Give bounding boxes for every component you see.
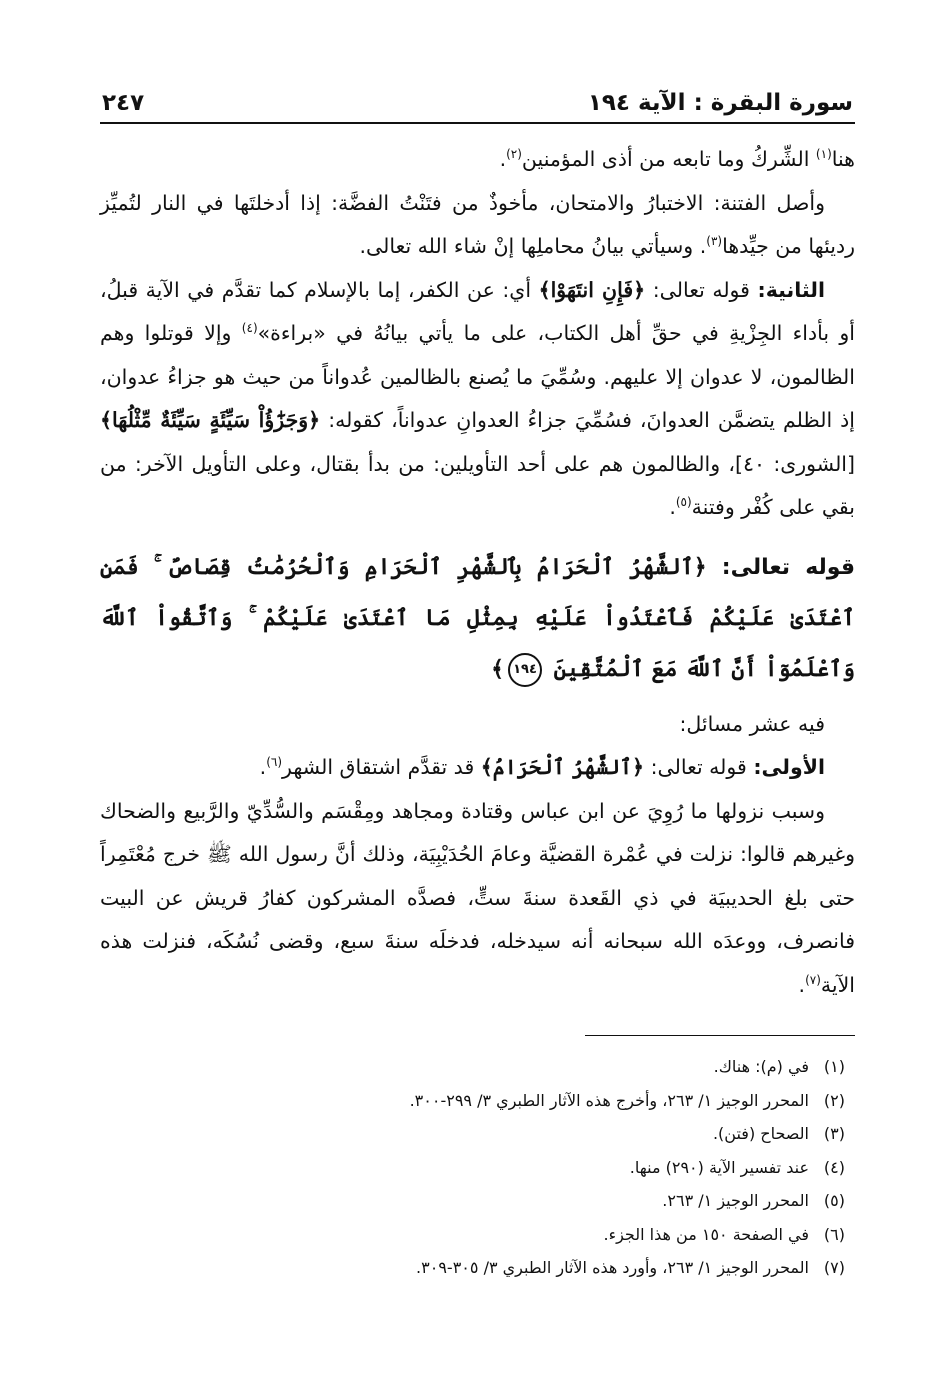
text-span: قوله تعالى: — [645, 277, 758, 302]
text-span: [الشورى: ٤٠]، والظالمون هم على أحد التأويلين: من بدأ بقتال، وعلى التأويل الآخر: من بقي على كُفْر وفتنة — [100, 451, 856, 519]
footnote-ref[interactable]: (٢) — [506, 147, 522, 162]
quran-quote: ﴿وَجَزَٰٓؤُاْ سَيِّئَةٍ سَيِّئَةٌ مِّثْلُهَا﴾ — [100, 408, 321, 432]
quran-quote: ﴿ٱلشَّهْرُ ٱلْحَرَامُ﴾ — [480, 755, 645, 779]
footnote-ref[interactable]: (٥) — [675, 495, 692, 510]
footnote — [100, 1084, 845, 1118]
footnote-ref[interactable]: (٤) — [241, 321, 258, 336]
footnotes — [100, 1050, 845, 1285]
issue-label: الأولى: — [753, 755, 825, 779]
footnote — [100, 1151, 845, 1185]
text-span: وإلا قوتلوا وهم الظالمون، لا عدوان إلا عليهم. وسُمِّيَ ما يُصنع بالظالمين عُدواناً من حيث هو جزاءُ عدوان، إذ الظلم يتضمَّن العدوانَ، فسُمِّيَ جزاءُ العدوانِ عدواناً، كقوله: — [100, 321, 856, 432]
paragraph — [100, 790, 855, 1008]
footnote-number: (٢) — [823, 1090, 845, 1110]
text-span: وأصل الفتنة: الاختبارُ والامتحان، مأخوذٌ من فتَنْتُ الفضَّة: إذا أدخلتَها في النار لتُميِّز رديئها من جيِّدها — [100, 190, 855, 258]
footnote-divider — [585, 1035, 855, 1036]
footnote-number: (٤) — [823, 1157, 845, 1177]
footnote-ref[interactable]: (٦) — [266, 755, 283, 770]
footnote-number: (١) — [823, 1057, 845, 1076]
text-span: وسبب نزولها ما رُوِيَ عن ابن عباس وقتادة ومجاهد ومِقْسَم والسُّدِّيّ والرَّبيع والضحاك وغيرهم قالوا: نزلت في عُمْرة القضيَّة وعامَ الحُدَيْبِيَة، وذلك أنَّ رسول الله ﷺ خرج مُعْتَمِراً حتى بلغ الحديبيَة في ذي القَعدة سنةَ ستٍّ، فصدَّه المشركون كفارُ قريش عن البيت فانصرف، ووعدَه الله سبحانه أنه سيدخله، فدخلَه سنةَ سبع، وقضى نُسُكَه، فنزلت هذه الآية — [100, 798, 855, 997]
footnote-number: (٥) — [823, 1191, 845, 1210]
surah-verse-title: سورة البقرة : الآية ١٩٤ — [587, 90, 853, 116]
paragraph — [100, 182, 855, 269]
footnote-number: (٦) — [823, 1224, 845, 1244]
footnote — [100, 1251, 845, 1285]
footnote-number: (٣) — [823, 1124, 845, 1143]
page-number: ٢٤٧ — [102, 90, 145, 116]
text-span: الشِّركُ وما تابعه من أذى المؤمنين — [521, 147, 816, 171]
verse-block — [100, 542, 855, 695]
footnote — [100, 1117, 845, 1151]
footnote — [100, 1218, 845, 1252]
footnote-text: المحرر الوجيز ١/ ٢٦٣، وأورد هذه الآثار الطبري ٣/ ٣٠٥-٣٠٩. — [416, 1258, 809, 1277]
footnote-ref[interactable]: (٧) — [805, 972, 821, 987]
paragraph — [100, 138, 855, 182]
text-span: . وسيأتي بيانُ محاملِها إنْ شاء الله تعالى. — [359, 234, 707, 258]
text-span: . — [669, 495, 676, 519]
footnote-text: المحرر الوجيز ١/ ٢٦٣. — [662, 1191, 809, 1210]
paragraph — [100, 746, 855, 790]
footnote-text: المحرر الوجيز ١/ ٢٦٣، وأخرج هذه الآثار الطبري ٣/ ٢٩٩-٣٠٠. — [409, 1090, 809, 1110]
main-text — [100, 138, 855, 1007]
footnote — [100, 1050, 845, 1084]
quran-quote: ﴿فَإِنِ انتَهَوْا﴾ — [538, 277, 646, 302]
footnote-text: الصحاح (فتن). — [712, 1124, 809, 1143]
footnote-text: في الصفحة ١٥٠ من هذا الجزء. — [603, 1224, 809, 1244]
running-header — [100, 80, 855, 124]
text-span: . — [499, 147, 507, 171]
footnote-number: (٧) — [823, 1258, 845, 1277]
text-span: قد تقدَّم اشتقاق الشهر — [282, 755, 481, 779]
footnote-text: عند تفسير الآية (٢٩٠) منها. — [629, 1157, 809, 1177]
footnote — [100, 1184, 845, 1218]
ayah-number-marker: ١٩٤ — [508, 653, 542, 687]
text-span: هنا — [831, 147, 855, 171]
footnote-ref[interactable]: (٣) — [706, 234, 723, 249]
text-span: . — [798, 972, 806, 997]
paragraph — [100, 269, 855, 530]
verse-close: ﴾ — [491, 655, 504, 682]
footnote-text: في (م): هناك. — [713, 1057, 809, 1076]
issue-label: الثانية: — [757, 277, 825, 302]
text-span: قوله تعالى: — [644, 755, 754, 779]
text-span: . — [259, 755, 267, 779]
verse-label: قوله تعالى: — [721, 554, 855, 580]
text-span: أي: عن الكفر، إما بالإسلام كما تقدَّم في الآية قبلُ، أو بأداء الجِزْيةِ في حقِّ أهل الكتاب، على ما يأتي بيانُهُ في «براءة» — [100, 277, 855, 345]
paragraph — [100, 703, 855, 747]
footnote-ref[interactable]: (١) — [815, 147, 832, 162]
verse-text: ﴿ٱلشَّهْرُ ٱلْحَرَامُ بِٱلشَّهْرِ ٱلْحَرَامِ وَٱلْحُرُمَٰتُ قِصَاصٌ ۚ فَمَنِ ٱعْتَدَىٰ عَلَيْكُمْ فَٱعْتَدُواْ عَلَيْهِ بِمِثْلِ مَا ٱعْتَدَىٰ عَلَيْكُمْ ۚ وَٱتَّقُواْ ٱللَّهَ وَٱعْلَمُوٓاْ أَنَّ ٱللَّهَ مَعَ ٱلْمُتَّقِينَ — [100, 553, 855, 682]
book-page — [100, 80, 855, 1285]
text-span: فيه عشر مسائل: — [679, 711, 825, 736]
